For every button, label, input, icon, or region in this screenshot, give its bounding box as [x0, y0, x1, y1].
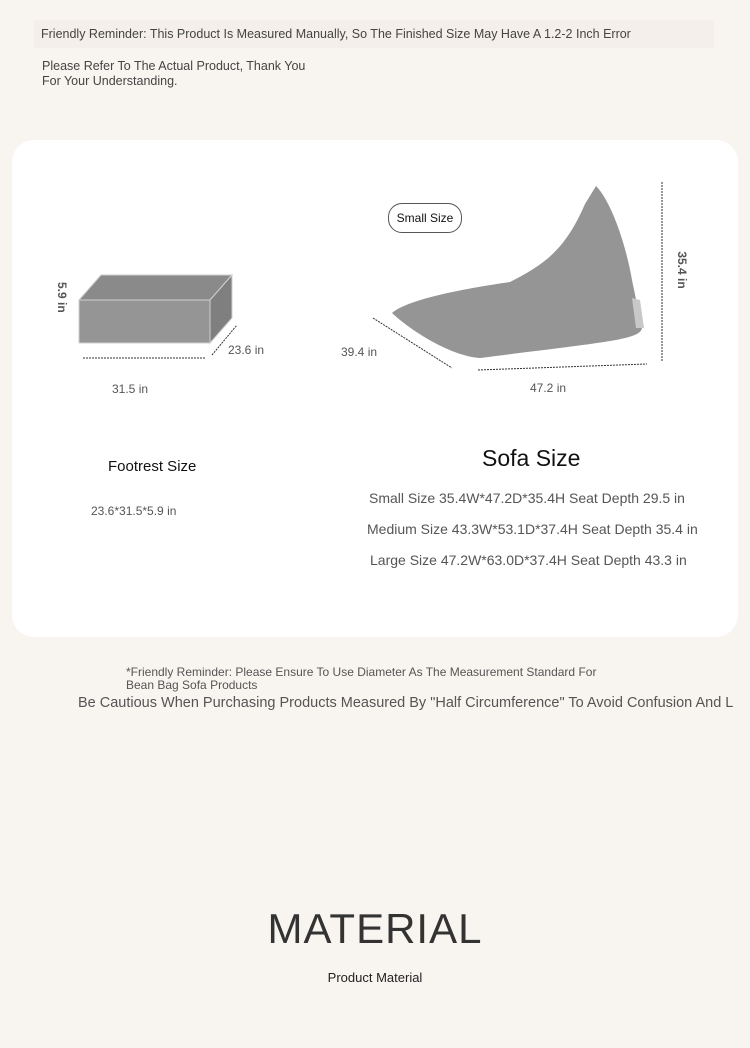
- reminder-subtext: [42, 59, 332, 89]
- reminder-line-2: Please Refer To The Actual Product, Thank You: [42, 59, 306, 73]
- measurement-note-line-1: *Friendly Reminder: Please Ensure To Use Diameter As The Measurement Standard For: [126, 665, 597, 679]
- footrest-dims: 23.6*31.5*5.9 in: [91, 504, 177, 518]
- sofa-spec-small: Small Size 35.4W*47.2D*35.4H Seat Depth 29.5 in: [369, 490, 685, 506]
- measurement-note: [126, 666, 616, 692]
- footrest-height-label: 5.9 in: [55, 282, 69, 313]
- sofa-width-label: 47.2 in: [530, 381, 567, 395]
- material-title: MATERIAL: [267, 905, 483, 952]
- size-badge-label: Small Size: [396, 211, 454, 225]
- reminder-text: Friendly Reminder: This Product Is Measured Manually, So The Finished Size May Have A 1.2-2 Inch Error: [41, 27, 631, 41]
- footrest-depth-label: 23.6 in: [228, 343, 265, 357]
- sofa-depth-label: 39.4 in: [341, 345, 378, 359]
- sofa-spec-large: Large Size 47.2W*63.0D*37.4H Seat Depth 43.3 in: [370, 552, 687, 568]
- measurement-note-line-2: Bean Bag Sofa Products: [126, 678, 258, 692]
- caution-note: Be Cautious When Purchasing Products Measured By "Half Circumference" To Avoid Confusion And L: [78, 695, 734, 711]
- reminder-line-3: For Your Understanding.: [42, 74, 178, 88]
- sofa-height-label: 35.4 in: [675, 251, 689, 289]
- reminder-banner: [34, 20, 714, 48]
- sofa-spec-medium: Medium Size 43.3W*53.1D*37.4H Seat Depth 35.4 in: [367, 521, 698, 537]
- size-badge: [388, 203, 462, 233]
- footrest-illustration: [70, 268, 250, 368]
- footrest-width-label: 31.5 in: [112, 382, 149, 396]
- sofa-title: Sofa Size: [482, 445, 581, 471]
- footrest-title: Footrest Size: [108, 458, 197, 475]
- material-subtitle: Product Material: [327, 970, 423, 985]
